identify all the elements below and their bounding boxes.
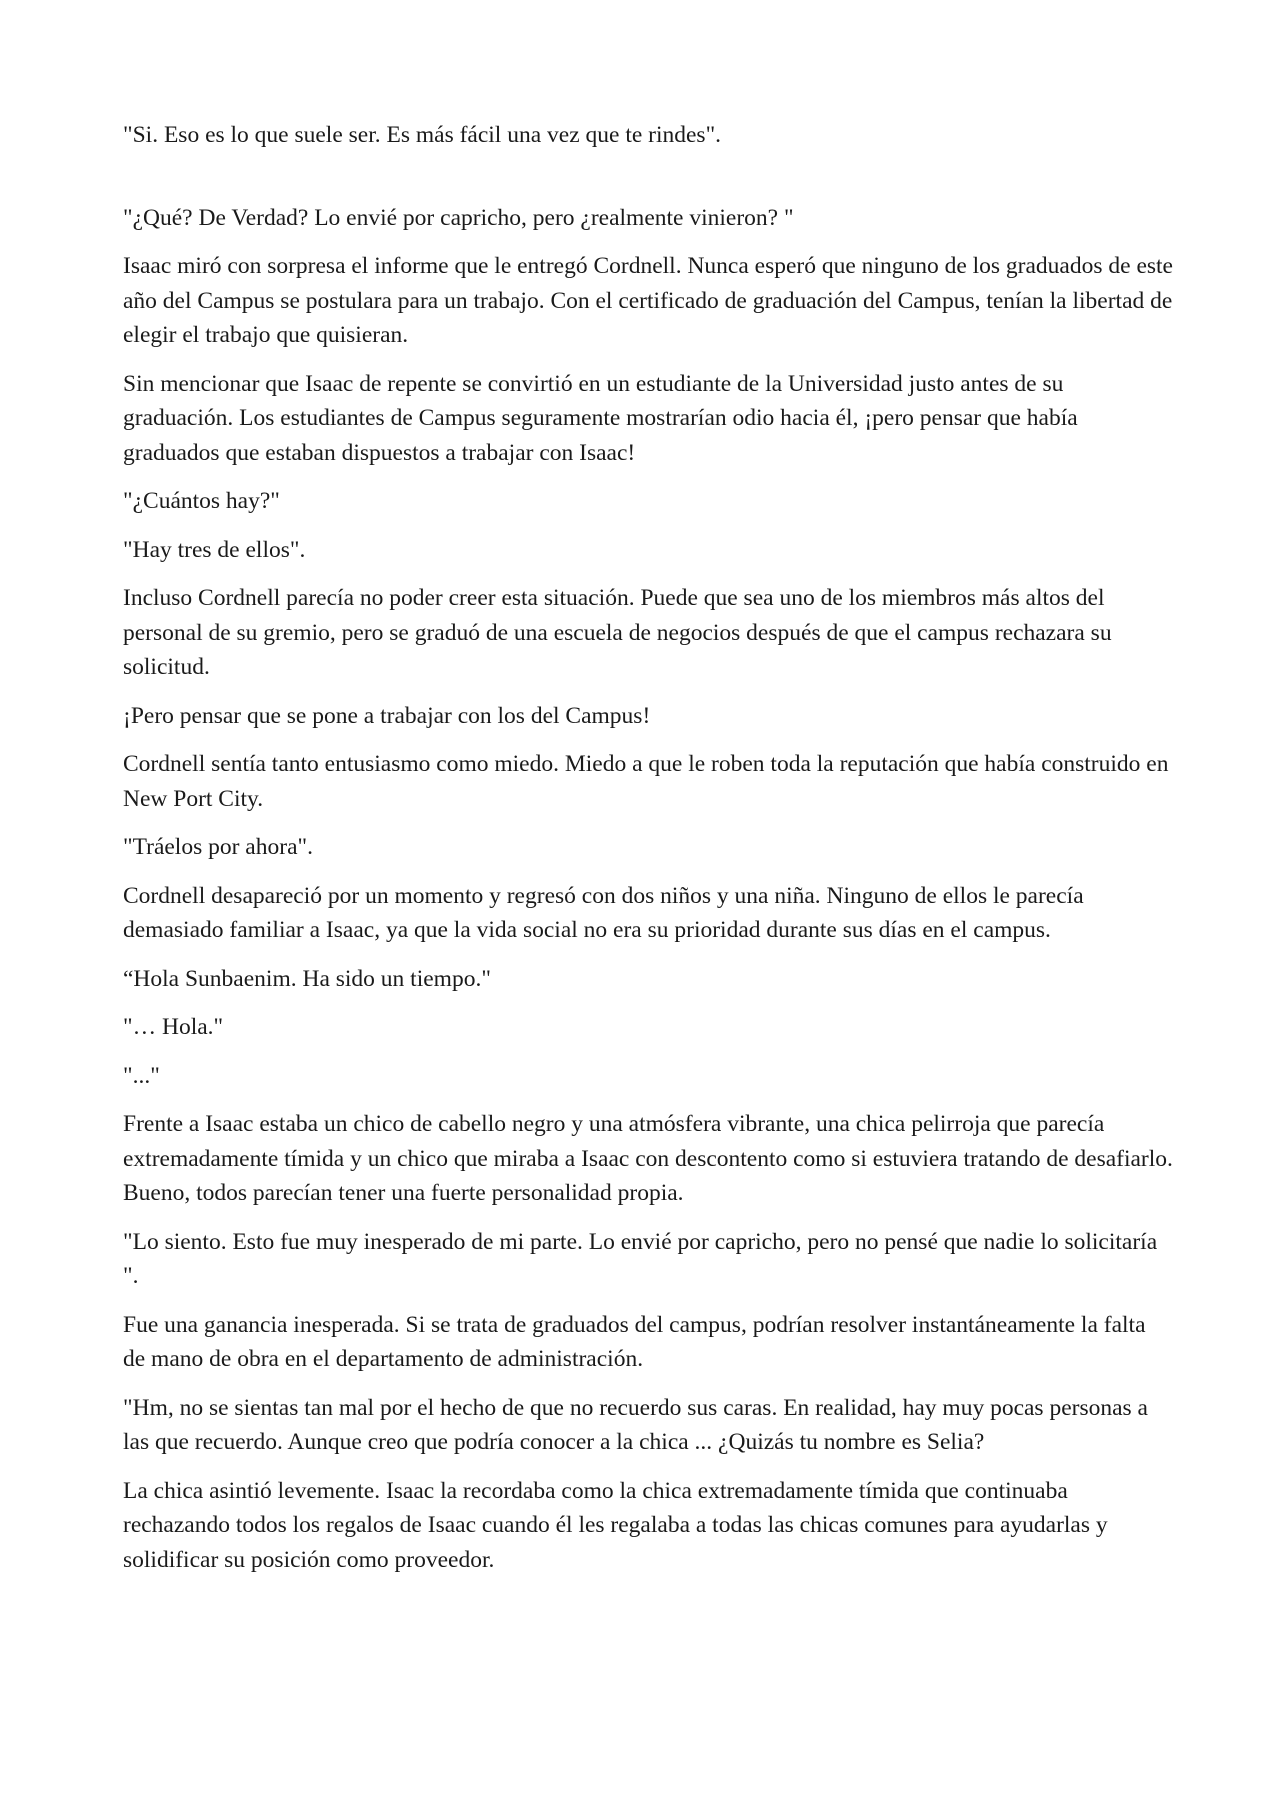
paragraph: Fue una ganancia inesperada. Si se trata de graduados del campus, podrían resolver instantáneamente la falta de mano de obra en el departamento de administración. — [123, 1311, 1146, 1372]
paragraph: "¿Qué? De Verdad? Lo envié por capricho, pero ¿realmente vinieron? " — [123, 204, 794, 231]
paragraph: Sin mencionar que Isaac de repente se convirtió en un estudiante de la Universidad justo antes de su graduación. Los estudiantes de Campus seguramente mostrarían odio hacia él, ¡pero pensar que había graduados que estaban dispuestos a trabajar con Isaac! — [123, 370, 1078, 466]
paragraph: "Si. Eso es lo que suele ser. Es más fácil una vez que te rindes". — [123, 122, 722, 148]
paragraph: "Hay tres de ellos". — [123, 536, 306, 563]
paragraph: "… Hola." — [123, 1014, 224, 1040]
paragraph: Incluso Cordnell parecía no poder creer esta situación. Puede que sea uno de los miembros más altos del personal de su gremio, pero se graduó de una escuela de negocios después de que el campus rechazara su solicitud. — [123, 585, 1112, 680]
paragraph: La chica asintió levemente. Isaac la recordaba como la chica extremadamente tímida que continuaba rechazando todos los regalos de Isaac cuando él les regalaba a todas las chicas comunes para ayudarlas y solidificar su posición como proveedor. — [123, 1477, 1108, 1573]
paragraph: ¡Pero pensar que se pone a trabajar con los del Campus! — [123, 702, 651, 729]
paragraph: “Hola Sunbaenim. Ha sido un tiempo." — [123, 965, 491, 992]
paragraph: "Tráelos por ahora". — [123, 834, 313, 860]
paragraph: "¿Cuántos hay?" — [123, 488, 280, 514]
paragraph: Isaac miró con sorpresa el informe que le entregó Cordnell. Nunca esperó que ninguno de los graduados de este año del Campus se postulara para un trabajo. Con el certificado de graduación del Campus, tenían la libertad de elegir el trabajo que quisieran. — [123, 253, 1173, 348]
paragraph: Cordnell sentía tanto entusiasmo como miedo. Miedo a que le roben toda la reputación que había construido en New Port City. — [123, 751, 1169, 812]
paragraph: Cordnell desapareció por un momento y regresó con dos niños y una niña. Ninguno de ellos le parecía demasiado familiar a Isaac, ya que la vida social no era su prioridad durante sus días en el campus. — [123, 882, 1084, 943]
document-body — [123, 118, 1173, 1591]
paragraph: "Lo siento. Esto fue muy inesperado de mi parte. Lo envié por capricho, pero no pensé que nadie lo solicitaría ". — [123, 1228, 1158, 1289]
paragraph: "..." — [123, 1062, 160, 1089]
paragraph: Frente a Isaac estaba un chico de cabello negro y una atmósfera vibrante, una chica pelirroja que parecía extremadamente tímida y un chico que miraba a Isaac con descontento como si estuviera tratando de desafiarlo. Bueno, todos parecían tener una fuerte personalidad propia. — [123, 1111, 1173, 1206]
paragraph: "Hm, no se sientas tan mal por el hecho de que no recuerdo sus caras. En realidad, hay muy pocas personas a las que recuerdo. Aunque creo que podría conocer a la chica ... ¿Quizás tu nombre es Selia? — [123, 1394, 1148, 1455]
